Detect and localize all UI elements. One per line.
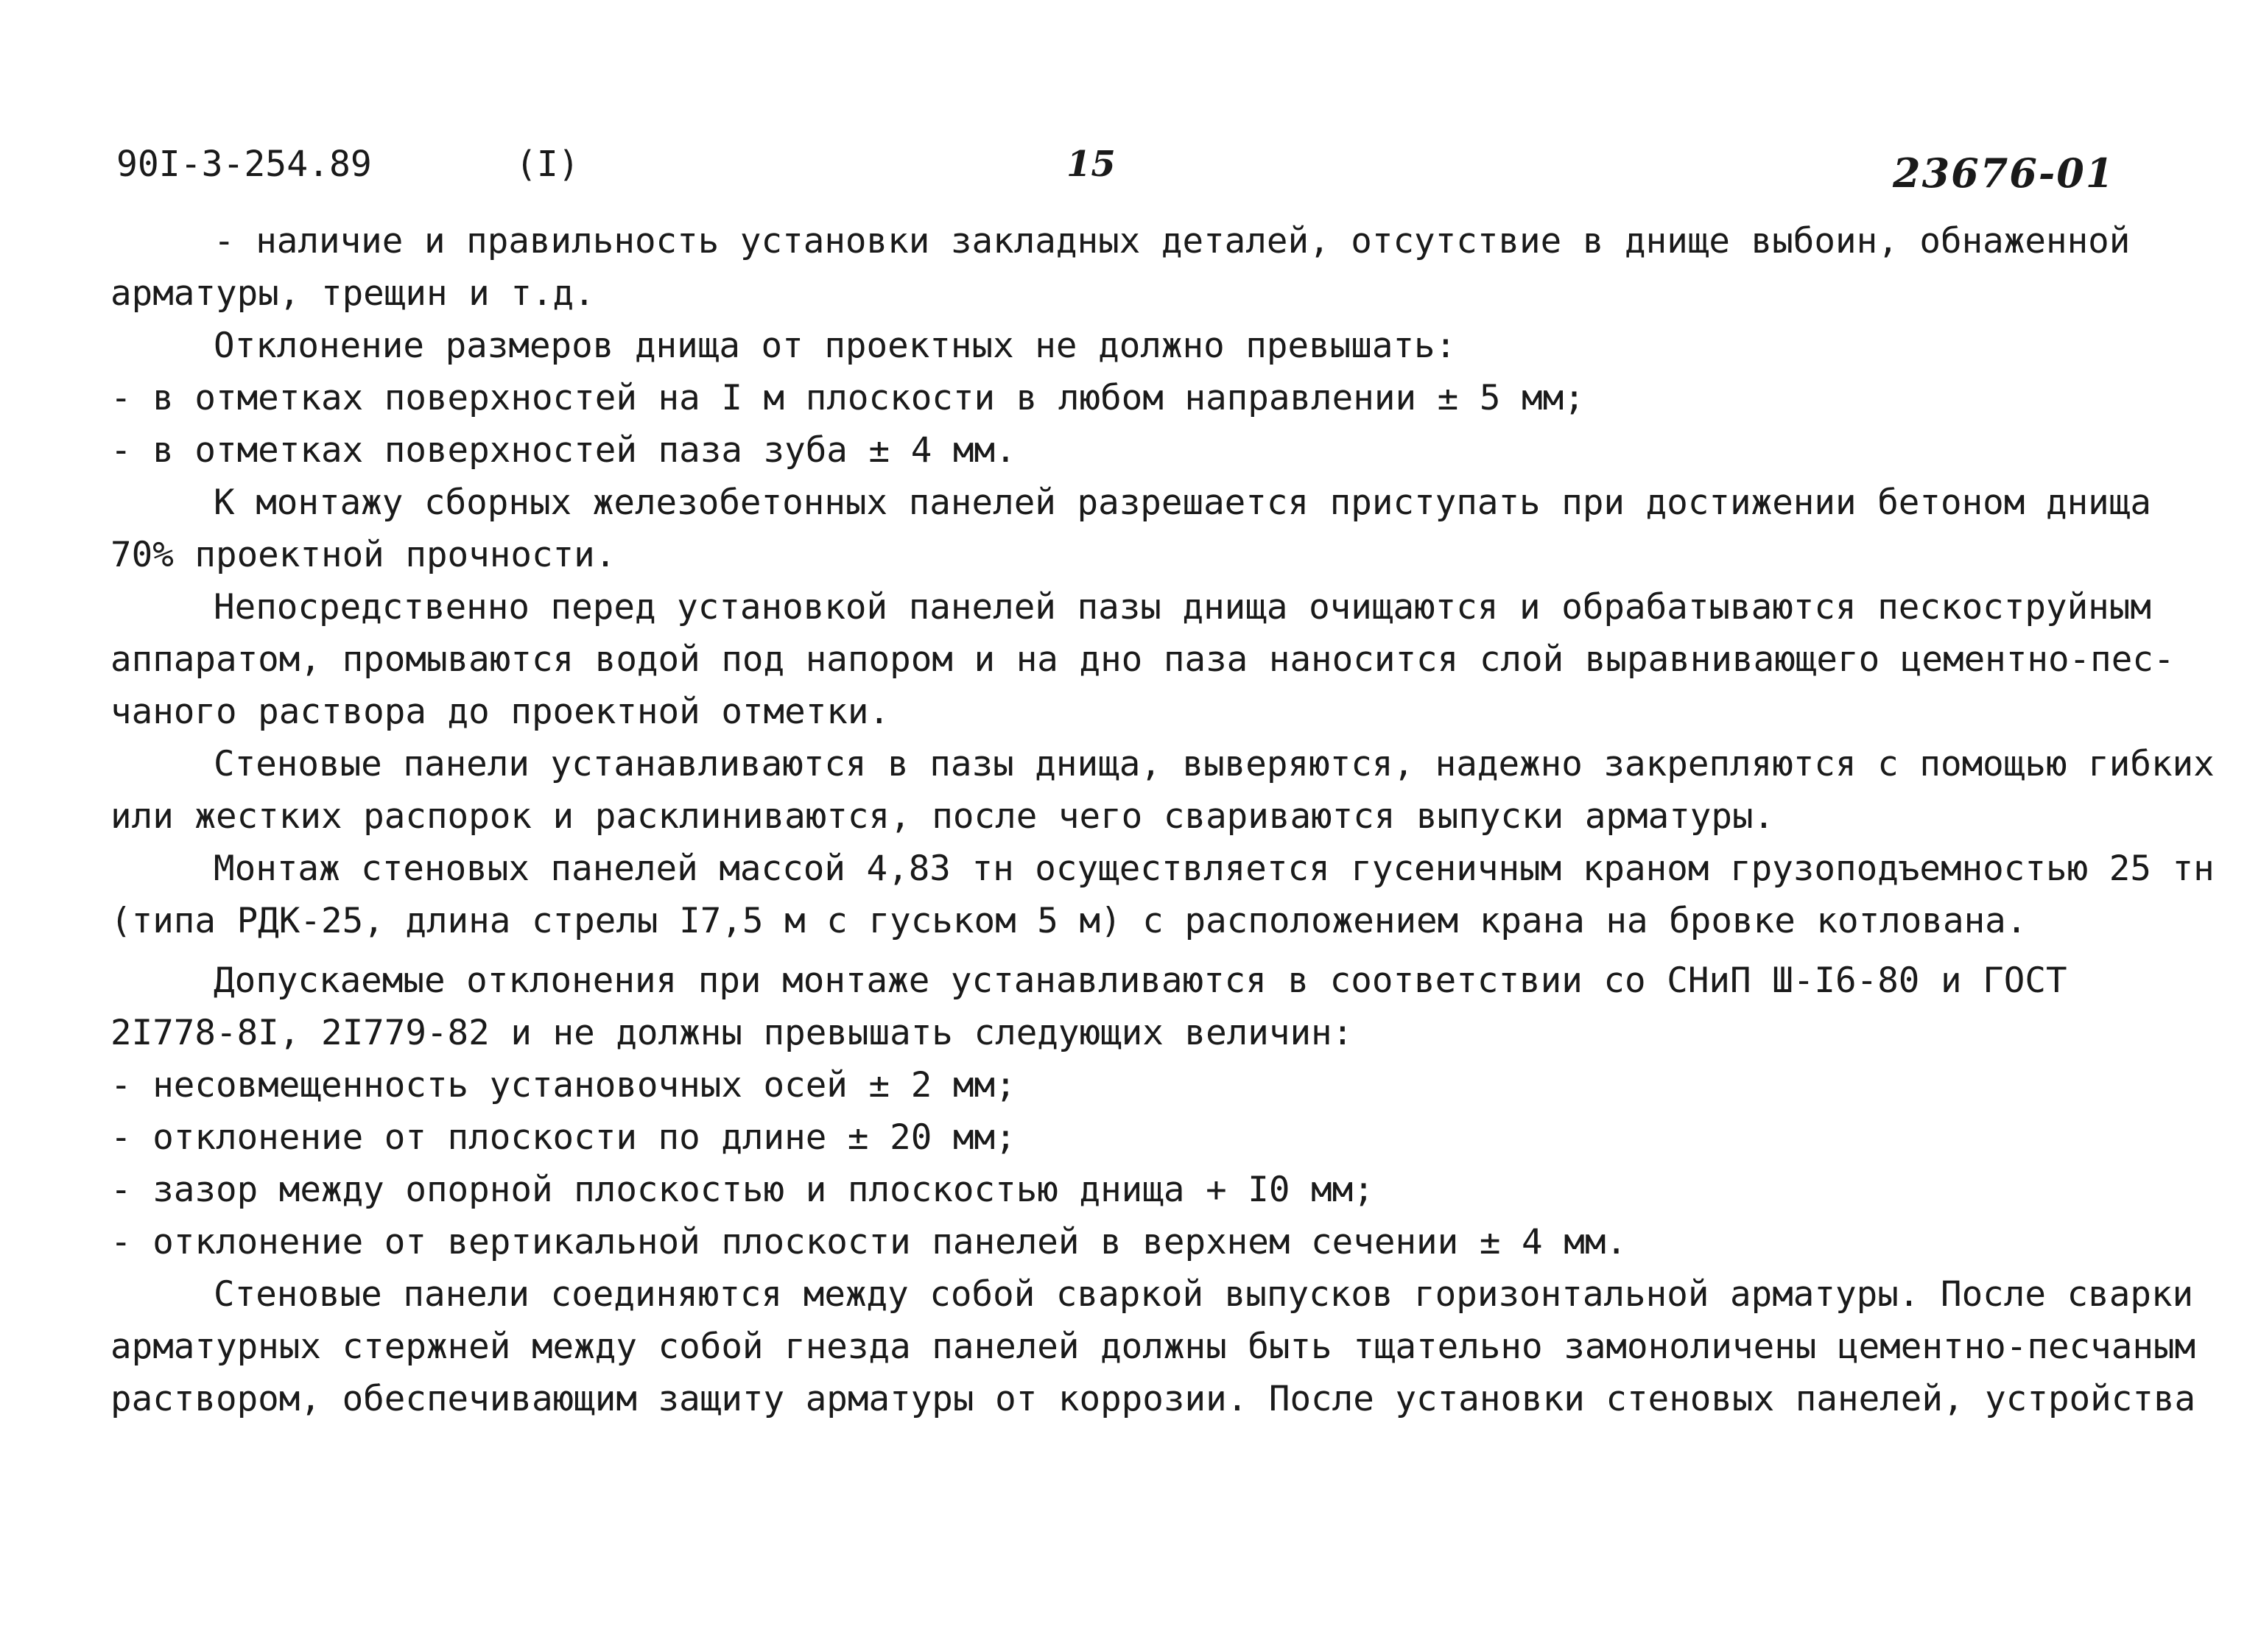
text-line: К монтажу сборных железобетонных панелей разрешается приступать при достижении бетоном днища [214,482,2151,523]
document-code: 90I-3-254.89 [116,144,372,185]
page-header [0,144,2261,203]
text-line: аппаратом, промываются водой под напором и на дно паза наносится слой выравнивающего цементно-пес- [110,639,2175,680]
text-line: арматурных стержней между собой гнезда панелей должны быть тщательно замоноличены цементно-песчаным [110,1326,2196,1367]
page-number: 15 [1066,144,1116,185]
text-line: Допускаемые отклонения при монтаже устанавливаются в соответствии со СНиП Ш-I6-80 и ГОСТ [214,960,2067,1001]
text-line: (типа РДК-25, длина стрелы I7,5 м с гуськом 5 м) с расположением крана на бровке котлована. [110,901,2028,941]
text-line: или жестких распорок и расклиниваются, после чего свариваются выпуски арматуры. [110,796,1775,837]
text-line: Непосредственно перед установкой панелей пазы днища очищаются и обрабатываются пескоструйным [214,587,2151,628]
text-line: 2I778-8I, 2I779-82 и не должны превышать следующих величин: [110,1013,1354,1053]
body-text [110,215,2224,1425]
text-line: чаного раствора до проектной отметки. [110,692,890,732]
text-line: 70% проектной прочности. [110,535,616,575]
text-line: - отклонение от плоскости по длине ± 20 мм; [110,1117,1016,1158]
inventory-number: 23676-01 [1893,150,2115,197]
text-line: - отклонение от вертикальной плоскости панелей в верхнем сечении ± 4 мм. [110,1222,1628,1262]
text-line: Монтаж стеновых панелей массой 4,83 тн осуществляется гусеничным краном грузоподъемностью 25 тн [214,848,2215,889]
text-line: Стеновые панели соединяются между собой сваркой выпусков горизонтальной арматуры. После сварки [214,1274,2194,1315]
text-line: Отклонение размеров днища от проектных не должно превышать: [214,326,1457,366]
text-line: - наличие и правильность установки закладных деталей, отсутствие в днище выбоин, обнаженной [214,221,2131,261]
text-line: - в отметках поверхностей на I м плоскости в любом направлении ± 5 мм; [110,378,1585,418]
text-line: - зазор между опорной плоскостью и плоскостью днища + I0 мм; [110,1170,1374,1210]
text-line: - несовмещенность установочных осей ± 2 мм; [110,1065,1016,1106]
text-line: Стеновые панели устанавливаются в пазы днища, выверяются, надежно закрепляются с помощью гибких [214,744,2215,784]
text-line: арматуры, трещин и т.д. [110,273,595,314]
text-line: - в отметках поверхностей паза зуба ± 4 мм. [110,430,1016,471]
document-part: (I) [516,144,580,185]
text-line: раствором, обеспечивающим защиту арматуры от коррозии. После установки стеновых панелей, устройства [110,1379,2196,1419]
